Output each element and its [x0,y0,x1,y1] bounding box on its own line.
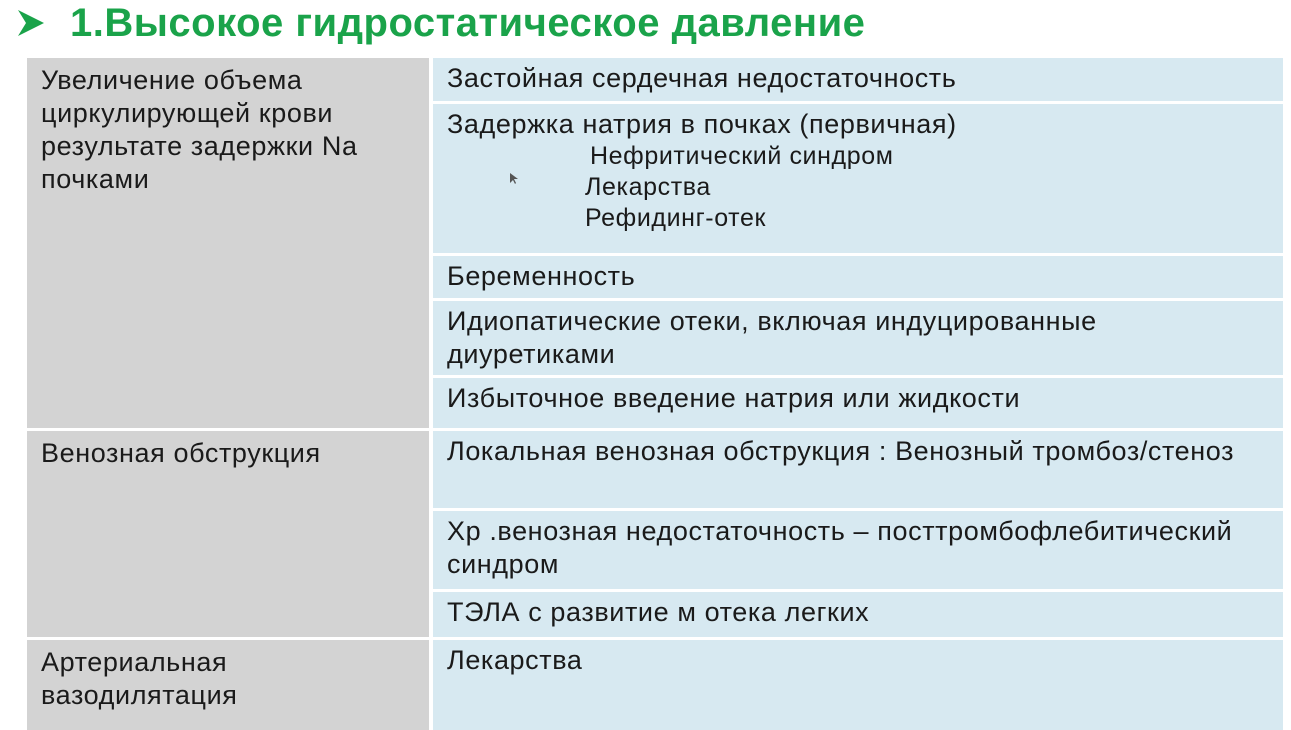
table-row [27,431,1283,511]
category-cell: Артериальная вазодилятация [27,640,433,730]
item-cell: Лекарства [433,640,1283,730]
item-sub-text: Рефидинг-отек [585,203,766,232]
item-cell: ТЭЛА с развитие м отека легких [433,592,1283,640]
category-cell: Венозная обструкция [27,431,433,640]
item-sub-text: Нефритический синдром [590,141,894,170]
table-row [27,58,1283,104]
category-cell: Увеличение объема циркулирующей крови результате задержки Na почками [27,58,433,431]
arrow-bullet-icon [14,6,48,40]
table-row [27,640,1283,730]
item-cell [433,104,1283,256]
item-cell: Беременность [433,256,1283,302]
item-cell: Локальная венозная обструкция : Венозный тромбоз/стеноз [433,431,1283,511]
slide-title-text: 1.Высокое гидростатическое давление [70,0,866,45]
mouse-cursor-icon [510,172,518,184]
slide-title [14,0,865,46]
item-cell: Идиопатические отеки, включая индуцированные диуретиками [433,301,1283,378]
item-cell: Застойная сердечная недостаточность [433,58,1283,104]
edema-causes-table [27,58,1283,730]
item-main-text: Задержка натрия в почках (первичная) [447,108,957,139]
item-cell: Хр .венозная недостаточность – посттромбофлебитический синдром [433,511,1283,592]
item-cell: Избыточное введение натрия или жидкости [433,378,1283,431]
item-sub-text: Лекарства [585,172,711,201]
